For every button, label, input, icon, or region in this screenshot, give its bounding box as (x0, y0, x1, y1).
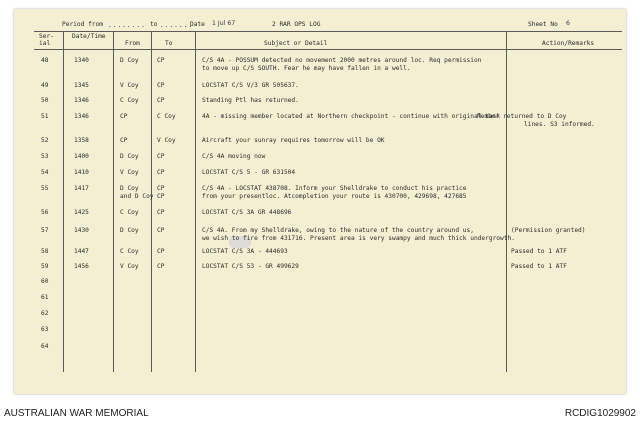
header-rule (34, 49, 622, 50)
entry-from: V Coy (120, 263, 139, 270)
entry-from: V Coy (120, 169, 139, 176)
top-rule (34, 31, 622, 32)
entry-time: 1417 (74, 185, 89, 192)
serial-number: 61 (41, 294, 49, 301)
entry-detail: Aircraft your sunray requires tomorrow will be OK (202, 137, 385, 144)
entry-from: D Coy (120, 185, 139, 192)
unit-title: 2 RAR OPS LOG (272, 21, 321, 28)
entry-remarks: Member returned to D Coy (477, 113, 567, 120)
entry-detail: LOCSTAT C/S 3A - 444693 (202, 248, 288, 255)
serial-number: 64 (41, 343, 49, 350)
serial-number: 59 (41, 263, 49, 270)
entry-detail: we wish to fire from 431716. Present area is very swampy and much thick undergrowth. (202, 234, 515, 242)
entry-time: 1400 (74, 153, 89, 160)
entry-from: and D Coy (120, 192, 154, 200)
entry-from: C Coy (120, 97, 139, 104)
entry-time: 1346 (74, 97, 89, 104)
entry-time: 1456 (74, 263, 89, 270)
serial-number: 60 (41, 278, 49, 285)
entry-to: CP (157, 153, 165, 160)
archive-label: AUSTRALIAN WAR MEMORIAL (4, 408, 149, 419)
entry-to: CP (157, 263, 165, 270)
entry-to: V Coy (157, 137, 176, 144)
entry-time: 1425 (74, 209, 89, 216)
entry-remarks: lines. S3 informed. (524, 120, 595, 128)
entry-to: CP (157, 192, 165, 200)
entry-to: CP (157, 227, 165, 234)
col-divider-1 (63, 31, 64, 372)
entry-detail: LOCSTAT C/S V/3 GR 505637. (202, 82, 299, 89)
serial-number: 62 (41, 310, 49, 317)
entry-to: CP (157, 169, 165, 176)
entry-to: CP (157, 82, 165, 89)
entry-remarks: Passed to 1 ATF (511, 248, 567, 255)
entry-from: C Coy (120, 209, 139, 216)
col-to: To (165, 40, 173, 47)
serial-number: 58 (41, 248, 49, 255)
col-serial: Ser-ial (39, 33, 54, 47)
entry-detail: LOCSTAT C/S 5 - GR 631504 (202, 169, 296, 176)
entry-detail: C/S 4A - LOCSTAT 438708. Inform your Shelldrake to conduct his practice (202, 185, 467, 192)
entry-from: D Coy (120, 153, 139, 160)
entry-detail: LOCSTAT C/S 53 - GR 499629 (202, 263, 299, 270)
entry-time: 1430 (74, 227, 89, 234)
serial-number: 52 (41, 137, 49, 144)
period-label: Period from (62, 21, 103, 28)
entry-from: CP (120, 137, 128, 144)
col-divider-2 (113, 31, 114, 372)
col-datetime: Date/Time (72, 33, 106, 40)
col-divider-3 (151, 31, 152, 372)
entry-detail: 4A - missing member located at Northern checkpoint - continue with original task (202, 113, 501, 120)
to-label: to (150, 21, 158, 28)
entry-detail: C/S 4A. From my Shelldrake, owing to the nature of the country around us, (202, 227, 474, 234)
serial-number: 53 (41, 153, 49, 160)
entry-to: CP (157, 185, 165, 192)
entry-remarks: Passed to 1 ATF (511, 263, 567, 270)
col-subject: Subject or Detail (264, 40, 328, 47)
date-value: 1 Jul 67 (212, 20, 236, 27)
col-divider-4 (195, 31, 196, 372)
to-dots: ....... (160, 22, 194, 29)
col-divider-5 (506, 31, 507, 372)
serial-number: 56 (41, 209, 49, 216)
entry-time: 1447 (74, 248, 89, 255)
entry-detail: to move up C/S SOUTH. Fear he may have fallen in a well. (202, 64, 411, 72)
entry-to: CP (157, 97, 165, 104)
entry-from: V Coy (120, 82, 139, 89)
entry-from: D Coy (120, 57, 139, 64)
entry-detail: C/S 4A moving now (202, 153, 266, 160)
entry-from: CP (120, 113, 128, 120)
entry-detail: Standing Ptl has returned. (202, 97, 299, 104)
entry-from: C Coy (120, 248, 139, 255)
entry-to: C Coy (157, 113, 176, 120)
entry-to: CP (157, 248, 165, 255)
log-sheet (14, 9, 626, 394)
entry-to: CP (157, 209, 165, 216)
entry-time: 1358 (74, 137, 89, 144)
serial-number: 48 (41, 57, 49, 64)
entry-time: 1340 (74, 57, 89, 64)
entry-detail: from your presentloc. Atcompletion your route is 430700, 429698, 427685 (202, 192, 467, 200)
col-from: From (125, 40, 140, 47)
entry-detail: LOCSTAT C/S 3A GR 448696 (202, 209, 292, 216)
col-action: Action/Remarks (542, 40, 595, 47)
entry-to: CP (157, 57, 165, 64)
date-label: Date (190, 21, 205, 28)
entry-remarks: (Permission granted) (511, 227, 586, 234)
serial-number: 55 (41, 185, 49, 192)
entry-time: 1345 (74, 82, 89, 89)
serial-number: 54 (41, 169, 49, 176)
record-id: RCDIG1029902 (564, 408, 636, 419)
serial-number: 51 (41, 113, 49, 120)
sheet-label: Sheet No (528, 21, 558, 28)
serial-number: 63 (41, 326, 49, 333)
entry-detail: C/S 4A - POSSUM detected no movement 2000 metres around loc. Req permission (202, 57, 482, 64)
entry-time: 1410 (74, 169, 89, 176)
serial-number: 49 (41, 82, 49, 89)
sheet-number: 6 (566, 20, 570, 27)
serial-number: 57 (41, 227, 49, 234)
period-dots: ........ (108, 22, 146, 29)
entry-from: D Coy (120, 227, 139, 234)
entry-time: 1346 (74, 113, 89, 120)
serial-number: 50 (41, 97, 49, 104)
